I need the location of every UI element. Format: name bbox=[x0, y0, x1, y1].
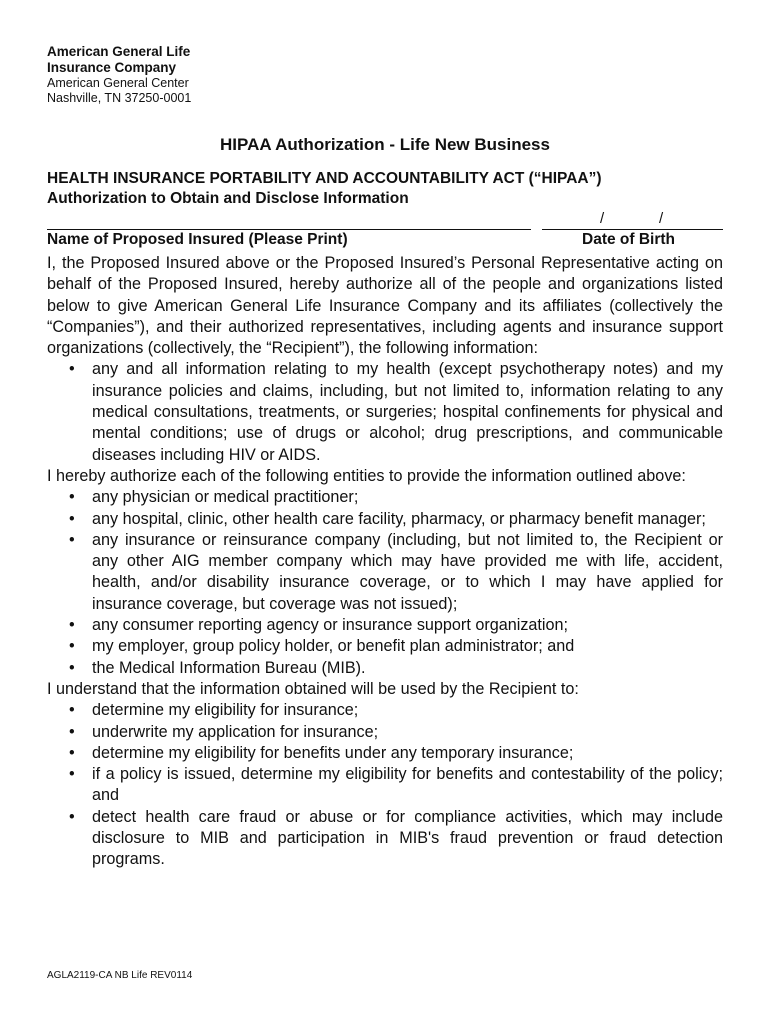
list-item bbox=[47, 615, 723, 636]
act-heading-line2: Authorization to Obtain and Disclose Information bbox=[47, 190, 409, 207]
bullet-icon: • bbox=[69, 530, 75, 549]
document-title: HIPAA Authorization - Life New Business bbox=[220, 135, 550, 154]
company-address-line1: American General Center bbox=[47, 76, 189, 90]
dob-separator-2: / bbox=[659, 210, 664, 227]
list-item-text: underwrite my application for insurance; bbox=[92, 722, 379, 741]
list-item-text: my employer, group policy holder, or benefit plan administrator; and bbox=[92, 637, 575, 656]
list-item bbox=[47, 807, 723, 871]
list-item-text: determine my eligibility for insurance; bbox=[92, 701, 359, 720]
bullet-icon: • bbox=[69, 807, 75, 826]
dob-separator-1: / bbox=[600, 210, 605, 227]
bullet-icon: • bbox=[69, 360, 75, 379]
list-item bbox=[47, 743, 723, 764]
section3-list bbox=[47, 700, 723, 870]
section2-list bbox=[47, 487, 723, 679]
bullet-icon: • bbox=[69, 658, 75, 677]
authorization-body bbox=[47, 253, 723, 871]
insured-fields bbox=[47, 210, 723, 250]
list-item-text: any physician or medical practitioner; bbox=[92, 488, 359, 507]
bullet-icon: • bbox=[69, 743, 75, 762]
list-item bbox=[47, 764, 723, 807]
list-item bbox=[47, 359, 723, 465]
list-item bbox=[47, 636, 723, 657]
section2-intro: I hereby authorize each of the following entities to provide the information outlined above: bbox=[47, 466, 686, 485]
section1-intro: I, the Proposed Insured above or the Proposed Insured’s Personal Representative acting on behalf of the Proposed Insured, hereby authorize all of the people and organizations listed below to give American General Life Insurance Company and its affiliates (collectively the “Companies”), and their authorized representatives, including agents and insurance support organizations (collectively, the “Recipient”), the following information: bbox=[47, 254, 723, 358]
list-item-text: any consumer reporting agency or insurance support organization; bbox=[92, 616, 569, 635]
bullet-icon: • bbox=[69, 765, 75, 784]
section1-list bbox=[47, 359, 723, 465]
list-item-text: any insurance or reinsurance company (including, but not limited to, the Recipient or any other AIG member company which may have provided me with life, accident, health, and/or disability insurance coverage, or to which I may have applied for insurance coverage, but coverage was not issued); bbox=[92, 530, 723, 613]
bullet-icon: • bbox=[69, 488, 75, 507]
list-item-text: any and all information relating to my health (except psychotherapy notes) and my insurance policies and claims, including, but not limited to, information relating to any medical consultations, treatments, or surgeries; hospital confinements for physical and mental conditions; use of drugs or alcohol; drug prescriptions, and communicable diseases including HIV or AIDS. bbox=[92, 360, 723, 464]
bullet-icon: • bbox=[69, 701, 75, 720]
insured-name-label: Name of Proposed Insured (Please Print) bbox=[47, 231, 348, 248]
list-item-text: the Medical Information Bureau (MIB). bbox=[92, 658, 366, 677]
list-item-text: determine my eligibility for benefits under any temporary insurance; bbox=[92, 743, 574, 762]
act-heading bbox=[47, 169, 602, 209]
list-item bbox=[47, 509, 723, 530]
company-name-line2: Insurance Company bbox=[47, 60, 177, 75]
list-item-text: any hospital, clinic, other health care facility, pharmacy, or pharmacy benefit manager; bbox=[92, 509, 706, 528]
company-name-line1: American General Life bbox=[47, 44, 191, 59]
bullet-icon: • bbox=[69, 722, 75, 741]
list-item bbox=[47, 658, 723, 679]
insured-name-input-line[interactable] bbox=[47, 229, 531, 230]
date-of-birth-input-line[interactable] bbox=[542, 229, 723, 230]
company-address-line2: Nashville, TN 37250-0001 bbox=[47, 91, 192, 105]
list-item bbox=[47, 722, 723, 743]
company-header bbox=[47, 44, 191, 106]
list-item bbox=[47, 487, 723, 508]
act-heading-line1: HEALTH INSURANCE PORTABILITY AND ACCOUNTABILITY ACT (“HIPAA”) bbox=[47, 170, 602, 187]
list-item bbox=[47, 530, 723, 615]
section3-intro: I understand that the information obtained will be used by the Recipient to: bbox=[47, 679, 579, 698]
bullet-icon: • bbox=[69, 509, 75, 528]
list-item bbox=[47, 700, 723, 721]
form-number-footer: AGLA2119-CA NB Life REV0114 bbox=[47, 970, 193, 981]
list-item-text: if a policy is issued, determine my eligibility for benefits and contestability of the policy; and bbox=[92, 765, 723, 805]
date-of-birth-label: Date of Birth bbox=[582, 231, 675, 248]
bullet-icon: • bbox=[69, 637, 75, 656]
bullet-icon: • bbox=[69, 616, 75, 635]
list-item-text: detect health care fraud or abuse or for compliance activities, which may include disclosure to MIB and participation in MIB's fraud prevention or fraud detection programs. bbox=[92, 807, 723, 869]
